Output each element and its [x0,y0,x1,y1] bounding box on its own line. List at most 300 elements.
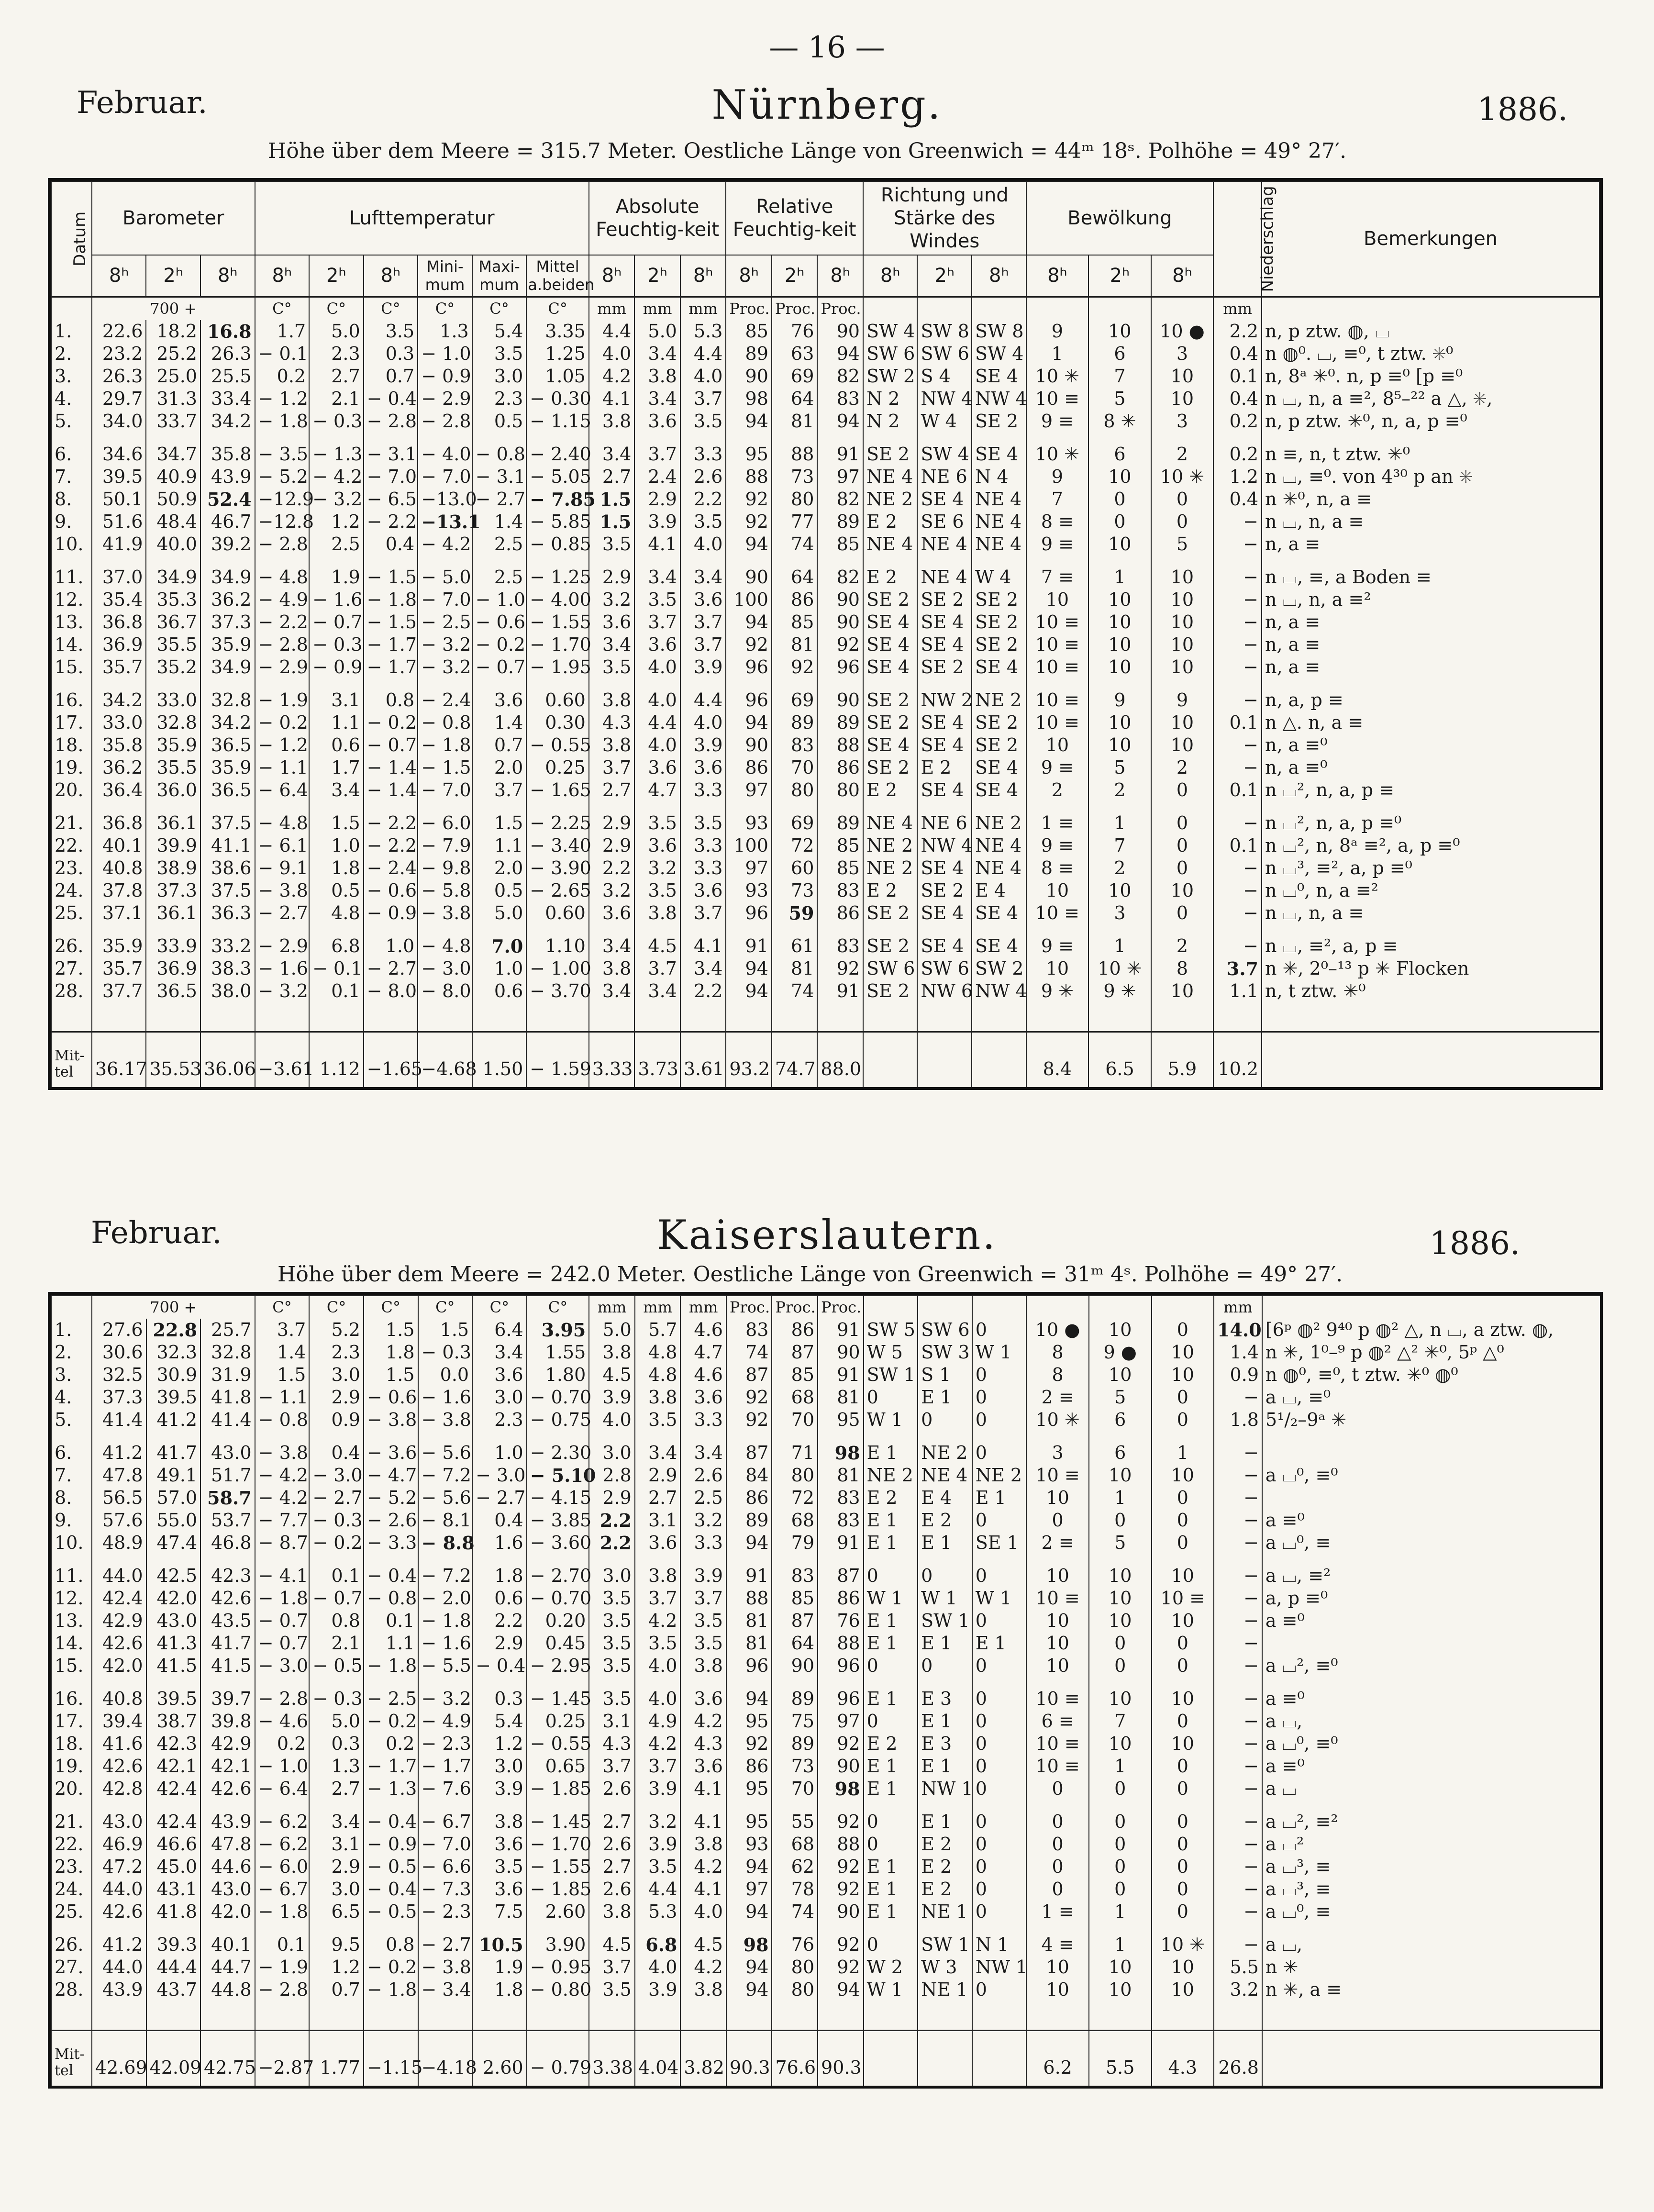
table-cell: − 1.45 [527,1800,589,1833]
table-cell: SE 4 [972,365,1026,388]
table-cell: 0.25 [526,756,589,779]
units-row [51,297,1599,320]
table-cell: 3.5 [634,589,680,611]
table-cell: 1.2 [1213,466,1262,488]
table-cell: 4.4 [589,320,635,343]
table-cell: − 7.2 [418,1464,473,1487]
subheader-baro-8: 8ʰ [92,255,146,297]
table-cell: 82 [817,365,863,388]
table-cell: − [1214,1878,1262,1901]
mittel-cell: 4.04 [635,2031,681,2086]
table-cell: NW 1 [972,1956,1027,1979]
table-cell: 19. [51,1755,92,1778]
table-cell: 91 [817,433,863,466]
table-cell: 2.2 [589,1532,635,1554]
table-cell: 76 [772,1923,818,1956]
table-cell: 10 ✳ [1151,466,1214,488]
table-cell: 10. [51,533,92,556]
table-cell: 0 [1152,1632,1214,1655]
table-cell: 37.8 [92,879,146,902]
table-cell: 0.5 [472,410,527,433]
table-cell: 32.5 [92,1364,146,1386]
table-cell: 10 ≡ [1026,902,1089,924]
mittel-cell [864,2031,918,2086]
table-row [51,365,1599,388]
table-cell: 2. [51,343,92,365]
table-cell: 6. [51,433,92,466]
table-cell: 43.9 [200,466,255,488]
table-cell: − [1214,1431,1262,1464]
table-cell: 0.20 [527,1610,589,1632]
subheader-temp-8: 8ʰ [255,255,310,297]
table-cell: 15. [51,656,92,678]
table-cell: − 0.3 [418,1341,473,1364]
unit-cell: Proc. [726,297,772,320]
table-cell: 35.3 [146,589,200,611]
table-cell: 36.7 [146,611,200,634]
unit-niederschlag: mm [1214,1296,1262,1319]
table-cell: 10 [1151,734,1214,756]
table-cell: E 2 [863,779,918,801]
table-cell: W 2 [864,1956,918,1979]
table-cell: 3.5 [680,1632,726,1655]
table-cell: − 4.8 [418,924,472,957]
table-cell: − 7.0 [418,1833,473,1856]
table-cell: 13. [51,1610,92,1632]
table-cell: 43.9 [92,1979,146,2001]
table-cell: − 1.7 [364,634,418,656]
table-cell: 12. [51,1587,92,1610]
table-cell: 0 [1089,1878,1152,1901]
table-cell: − 0.2 [364,711,418,734]
table-cell: − 2.40 [526,433,589,466]
table-cell: 1 [1089,1923,1152,1956]
mittel-cell: 8.4 [1026,1032,1089,1087]
table-cell: 4.4 [635,1878,681,1901]
table-cell: 83 [772,1554,818,1587]
table-cell: − 2.7 [364,957,418,980]
table-cell: N 1 [972,1923,1027,1956]
table-cell: 73 [772,879,818,902]
table-cell: 42.6 [92,1632,146,1655]
table-cell: − [1213,533,1262,556]
unit-cell: C° [255,1296,310,1319]
table-cell: 0 [1089,1833,1152,1856]
table-cell: 9. [51,511,92,533]
table-cell: 51.6 [92,511,146,533]
table-cell: 2.7 [589,466,635,488]
table-cell: − [1214,1554,1262,1587]
table-cell: 0 [1026,1509,1089,1532]
table-cell: N 2 [863,388,918,410]
table-cell: 3.6 [634,756,680,779]
table-cell: 81 [772,410,818,433]
table-cell: − 2.8 [364,410,418,433]
table-cell: − 0.9 [309,656,364,678]
header-absolute: Absolute Feuchtig-keit [589,181,726,255]
table-cell: SE 2 [972,634,1026,656]
table-cell: SE 4 [917,902,972,924]
table-cell: 0.5 [472,879,527,902]
table-cell: 10 [1151,980,1214,1002]
table-cell: NE 4 [863,801,918,834]
table-cell: 81 [818,1386,864,1409]
table-cell: n, a ≡ [1262,611,1599,634]
table-cell: 10 [1088,711,1151,734]
table-cell: 10 [1088,320,1151,343]
table-cell: − [1213,589,1262,611]
table-cell: 2.9 [472,1632,527,1655]
table-cell: 4.1 [589,388,635,410]
table-cell: 10 [1089,1587,1152,1610]
table-cell: 0.4 [1213,388,1262,410]
table-cell: 1.4 [472,511,527,533]
table-cell: − [1213,902,1262,924]
table-cell: − 3.0 [255,1655,310,1677]
mittel-cell: 6.2 [1026,2031,1089,2086]
subheader-maximum: Maxi-mum [472,255,527,297]
table-cell: 33.4 [200,388,255,410]
table-cell: 0.8 [309,1610,364,1632]
table-cell: 46.9 [92,1833,146,1856]
table-cell: 75 [772,1710,818,1733]
table-cell: 16. [51,1677,92,1710]
table-cell: 1.8 [472,1979,527,2001]
table-cell: 10 ✳ [1026,365,1089,388]
table-cell: − 8.0 [418,980,472,1002]
table-cell: NE 2 [864,1464,918,1487]
table-cell: 91 [818,1532,864,1554]
table-cell: 29.7 [92,388,146,410]
table-cell: 0.1 [1213,711,1262,734]
table-cell: 1.5 [364,1364,418,1386]
table-cell: 47.8 [200,1833,255,1856]
table-cell: 3.2 [589,879,635,902]
table-cell: a ⌴, ≡⁰ [1262,1386,1600,1409]
table-cell: 3.8 [589,1901,635,1923]
unit-niederschlag: mm [1213,297,1262,320]
table-cell: 51.7 [200,1464,255,1487]
table-row [51,756,1599,779]
table-cell: − 0.55 [527,1733,589,1755]
table-cell: 94 [726,1956,772,1979]
mittel-cell: 42.75 [200,2031,255,2086]
table-cell: 1.5 [472,801,527,834]
table-cell: − 1.5 [418,756,472,779]
table-cell: NW 2 [917,678,972,711]
table-cell: 3.5 [634,879,680,902]
table-cell: 2.7 [635,1487,681,1509]
table-cell: − 4.9 [418,1710,473,1733]
table-cell: 10 ≡ [1026,1733,1089,1755]
table-cell: 42.4 [92,1587,146,1610]
subheader-rel-2: 2ʰ [772,255,818,297]
table-cell: 10 [1088,466,1151,488]
table-cell: 3.0 [589,1431,635,1464]
table-cell: 5 [1089,1386,1152,1409]
table-cell: 37.0 [92,556,146,589]
header-relative: Relative Feuchtig-keit [726,181,863,255]
table-cell: − [1214,1778,1262,1800]
table-cell: 74 [772,1901,818,1923]
table-cell: 10 [1088,656,1151,678]
unit-cell: C° [309,1296,364,1319]
table-cell: 3.3 [680,857,726,879]
table-cell: 0 [972,1979,1027,2001]
table-cell: 3.3 [680,779,726,801]
table-cell: 83 [818,1487,864,1509]
table-cell: − 3.2 [309,488,364,511]
table-cell: SE 2 [863,678,918,711]
table-cell: 3.4 [680,556,726,589]
table-cell: 2 [1151,756,1214,779]
table-cell: E 1 [864,1632,918,1655]
table-cell: 1.5 [255,1364,310,1386]
table-cell: n ⌴², n, a, p ≡⁰ [1262,801,1599,834]
table-cell: 10 [1026,1655,1089,1677]
table-cell: 35.8 [200,433,255,466]
table-cell: − 8.7 [255,1532,310,1554]
table-cell: 4.3 [589,1733,635,1755]
table-cell: 3.4 [589,980,635,1002]
table-cell: 0.8 [364,1923,418,1956]
table-row [51,834,1599,857]
table-cell: 10 ≡ [1026,656,1089,678]
table-cell: 0 [972,1655,1027,1677]
table-cell: 6 ≡ [1026,1710,1089,1733]
table-cell: 42.6 [92,1755,146,1778]
table-cell: 46.7 [200,511,255,533]
table-cell: SW 2 [863,365,918,388]
mittel-cell: −4.68 [418,1032,472,1087]
table-cell: 86 [817,756,863,779]
table-cell: 89 [772,1733,818,1755]
table-cell: 10 [1026,734,1089,756]
table-cell: 1 ≡ [1026,1901,1089,1923]
table-cell: 94 [726,1856,772,1878]
table-cell: − 4.0 [418,433,472,466]
table-cell: 0 [864,1386,918,1409]
table-cell: 10 [1026,1632,1089,1655]
table-cell: 3.95 [527,1319,589,1341]
table-cell: E 3 [918,1677,972,1710]
table-cell: 2.8 [589,1464,635,1487]
table-cell: 41.5 [200,1655,255,1677]
table-cell: 90 [817,611,863,634]
table-cell: n ⌴², n, a, p ≡ [1262,779,1599,801]
table-cell: 70 [772,1409,818,1431]
table-cell: 8 [1026,1341,1089,1364]
table-cell: 18.2 [146,320,200,343]
table-cell: − 6.1 [255,834,310,857]
table-cell: 78 [772,1878,818,1901]
table-cell: W 1 [864,1409,918,1431]
table-cell: 95 [818,1409,864,1431]
table-cell: 18. [51,734,92,756]
table-cell: 0.1 [1213,365,1262,388]
table-cell: − 1.6 [418,1632,473,1655]
table-cell: 40.1 [92,834,146,857]
table-cell: 10 [1089,1464,1152,1487]
table-cell: 92 [818,1923,864,1956]
table-cell: 0 [972,1409,1027,1431]
table-cell: − 0.9 [364,1833,418,1856]
table-cell: 10.5 [472,1923,527,1956]
table-row [51,980,1599,1002]
table-cell: − 1.70 [526,634,589,656]
table-cell: 3.7 [680,902,726,924]
table-cell: 90 [772,1655,818,1677]
table-cell: 0.45 [527,1632,589,1655]
weather-table-2 [51,1295,1600,2086]
table-cell: − 4.9 [255,589,310,611]
table-cell: E 1 [864,1901,918,1923]
table-cell: 3.5 [680,511,726,533]
table-cell: 55.0 [146,1509,201,1532]
table-cell: 2.7 [589,779,635,801]
table-cell: NW 4 [917,388,972,410]
mittel-cell: 42.09 [146,2031,201,2086]
table-cell: SW 5 [864,1319,918,1341]
table-cell: 3 [1151,410,1214,433]
subheader-wind-2: 2ʰ [917,255,972,297]
table-cell: 10. [51,1532,92,1554]
table-cell: 40.8 [92,1677,146,1710]
table-cell: 0 [1152,1710,1214,1733]
unit-cell: C° [472,1296,527,1319]
table-row [51,734,1599,756]
table-cell: a ≡⁰ [1262,1755,1600,1778]
table-cell: 1.4 [255,1341,310,1364]
table-cell: − 1.8 [418,734,472,756]
table-cell: 26.3 [92,365,146,388]
table-cell: 3.5 [635,1856,681,1878]
table-cell: E 1 [864,1856,918,1878]
table-cell: 0.6 [472,1587,527,1610]
table-cell: 73 [772,1755,818,1778]
table-cell: 3.9 [635,1833,681,1856]
table-cell: 94 [726,1901,772,1923]
table-cell: 3.0 [589,1554,635,1587]
table-cell: 0.4 [309,1431,364,1464]
table-cell: 79 [772,1532,818,1554]
table-cell: SE 2 [863,589,918,611]
table-cell: 72 [772,834,818,857]
table-cell: n, a ≡ [1262,656,1599,678]
table-cell: 5.0 [634,320,680,343]
table-cell: 85 [772,611,818,634]
table-cell: 94 [817,343,863,365]
table-cell [1262,1431,1600,1464]
table-cell: − 7.0 [418,779,472,801]
mittel-cell: 3.73 [634,1032,680,1087]
table-cell: 86 [772,589,818,611]
table-cell: n, a ≡⁰ [1262,734,1599,756]
table-cell: 1.8 [472,1554,527,1587]
table-cell: 34.9 [146,556,200,589]
table-cell: − [1214,1610,1262,1632]
table-cell: 3.5 [635,1632,681,1655]
table-cell: 0.3 [364,343,418,365]
table-cell: SW 8 [917,320,972,343]
table-cell: 90 [818,1901,864,1923]
table-cell: 36.8 [92,801,146,834]
mittel-cell: −1.65 [364,1032,418,1087]
table-cell: 34.0 [92,410,146,433]
table-cell: 84 [726,1464,772,1487]
table-cell: 85 [817,857,863,879]
table-cell: 1 [1088,801,1151,834]
table-cell: 2.1 [309,388,364,410]
table-cell: 10 [1152,1464,1214,1487]
table-cell: E 4 [972,879,1026,902]
table-cell: 83 [817,924,863,957]
table-cell: 92 [772,656,818,678]
table-cell: n ⌴, ≡, a Boden ≡ [1262,556,1599,589]
table-cell: − 2.9 [418,388,472,410]
unit-cell: C° [526,297,589,320]
table-cell: − 5.05 [526,466,589,488]
table-cell: − 6.4 [255,1778,310,1800]
table-cell: − 1.6 [418,1386,473,1409]
table-cell: 10 [1088,879,1151,902]
table-row [51,634,1599,656]
table-cell: 3.5 [680,1610,726,1632]
table-cell: 41.7 [146,1431,201,1464]
table-cell: SE 4 [972,779,1026,801]
table-cell: 4.2 [680,1710,726,1733]
table-cell: − 0.5 [364,1901,418,1923]
table-cell: NW 6 [917,980,972,1002]
table-cell: 25.0 [146,365,200,388]
table-cell: 81 [818,1464,864,1487]
table-cell: 3.6 [680,879,726,902]
table-cell: a ⌴² [1262,1833,1600,1856]
table-cell: 0 [918,1655,972,1677]
table-cell: 36.3 [200,902,255,924]
table-row [51,410,1599,433]
mittel-cell: 1.77 [309,2031,364,2086]
table-cell: 44.0 [92,1878,146,1901]
table-cell: 20. [51,779,92,801]
table-row [51,1733,1600,1755]
table-cell: a ≡⁰ [1262,1509,1600,1532]
table-cell: 85 [772,1587,818,1610]
table-cell: 0 [1026,1833,1089,1856]
table-cell: 24. [51,1878,92,1901]
table-cell: − 1.0 [255,1755,310,1778]
mittel-cell: 35.53 [146,1032,200,1087]
table-cell: − [1214,1710,1262,1733]
table-cell: − 1.0 [472,589,527,611]
table-cell: 1.4 [472,711,527,734]
table-cell: 10 ≡ [1026,634,1089,656]
table-cell: − 0.8 [418,711,472,734]
table-cell: − 3.2 [255,980,310,1002]
section-2-month: Februar. [91,1215,222,1251]
table-cell: n ✳ [1262,1956,1600,1979]
table-cell: a ⌴⁰, ≡⁰ [1262,1464,1600,1487]
table-cell: 10 [1152,1364,1214,1386]
table-cell: 83 [817,879,863,902]
table-cell: 96 [818,1677,864,1710]
table-cell: W 1 [864,1587,918,1610]
table-cell: 44.6 [200,1856,255,1878]
table-cell: 3.5 [472,343,527,365]
table-cell: 0 [1152,1778,1214,1800]
unit-cell: C° [418,1296,473,1319]
table-cell: 0 [1151,511,1214,533]
